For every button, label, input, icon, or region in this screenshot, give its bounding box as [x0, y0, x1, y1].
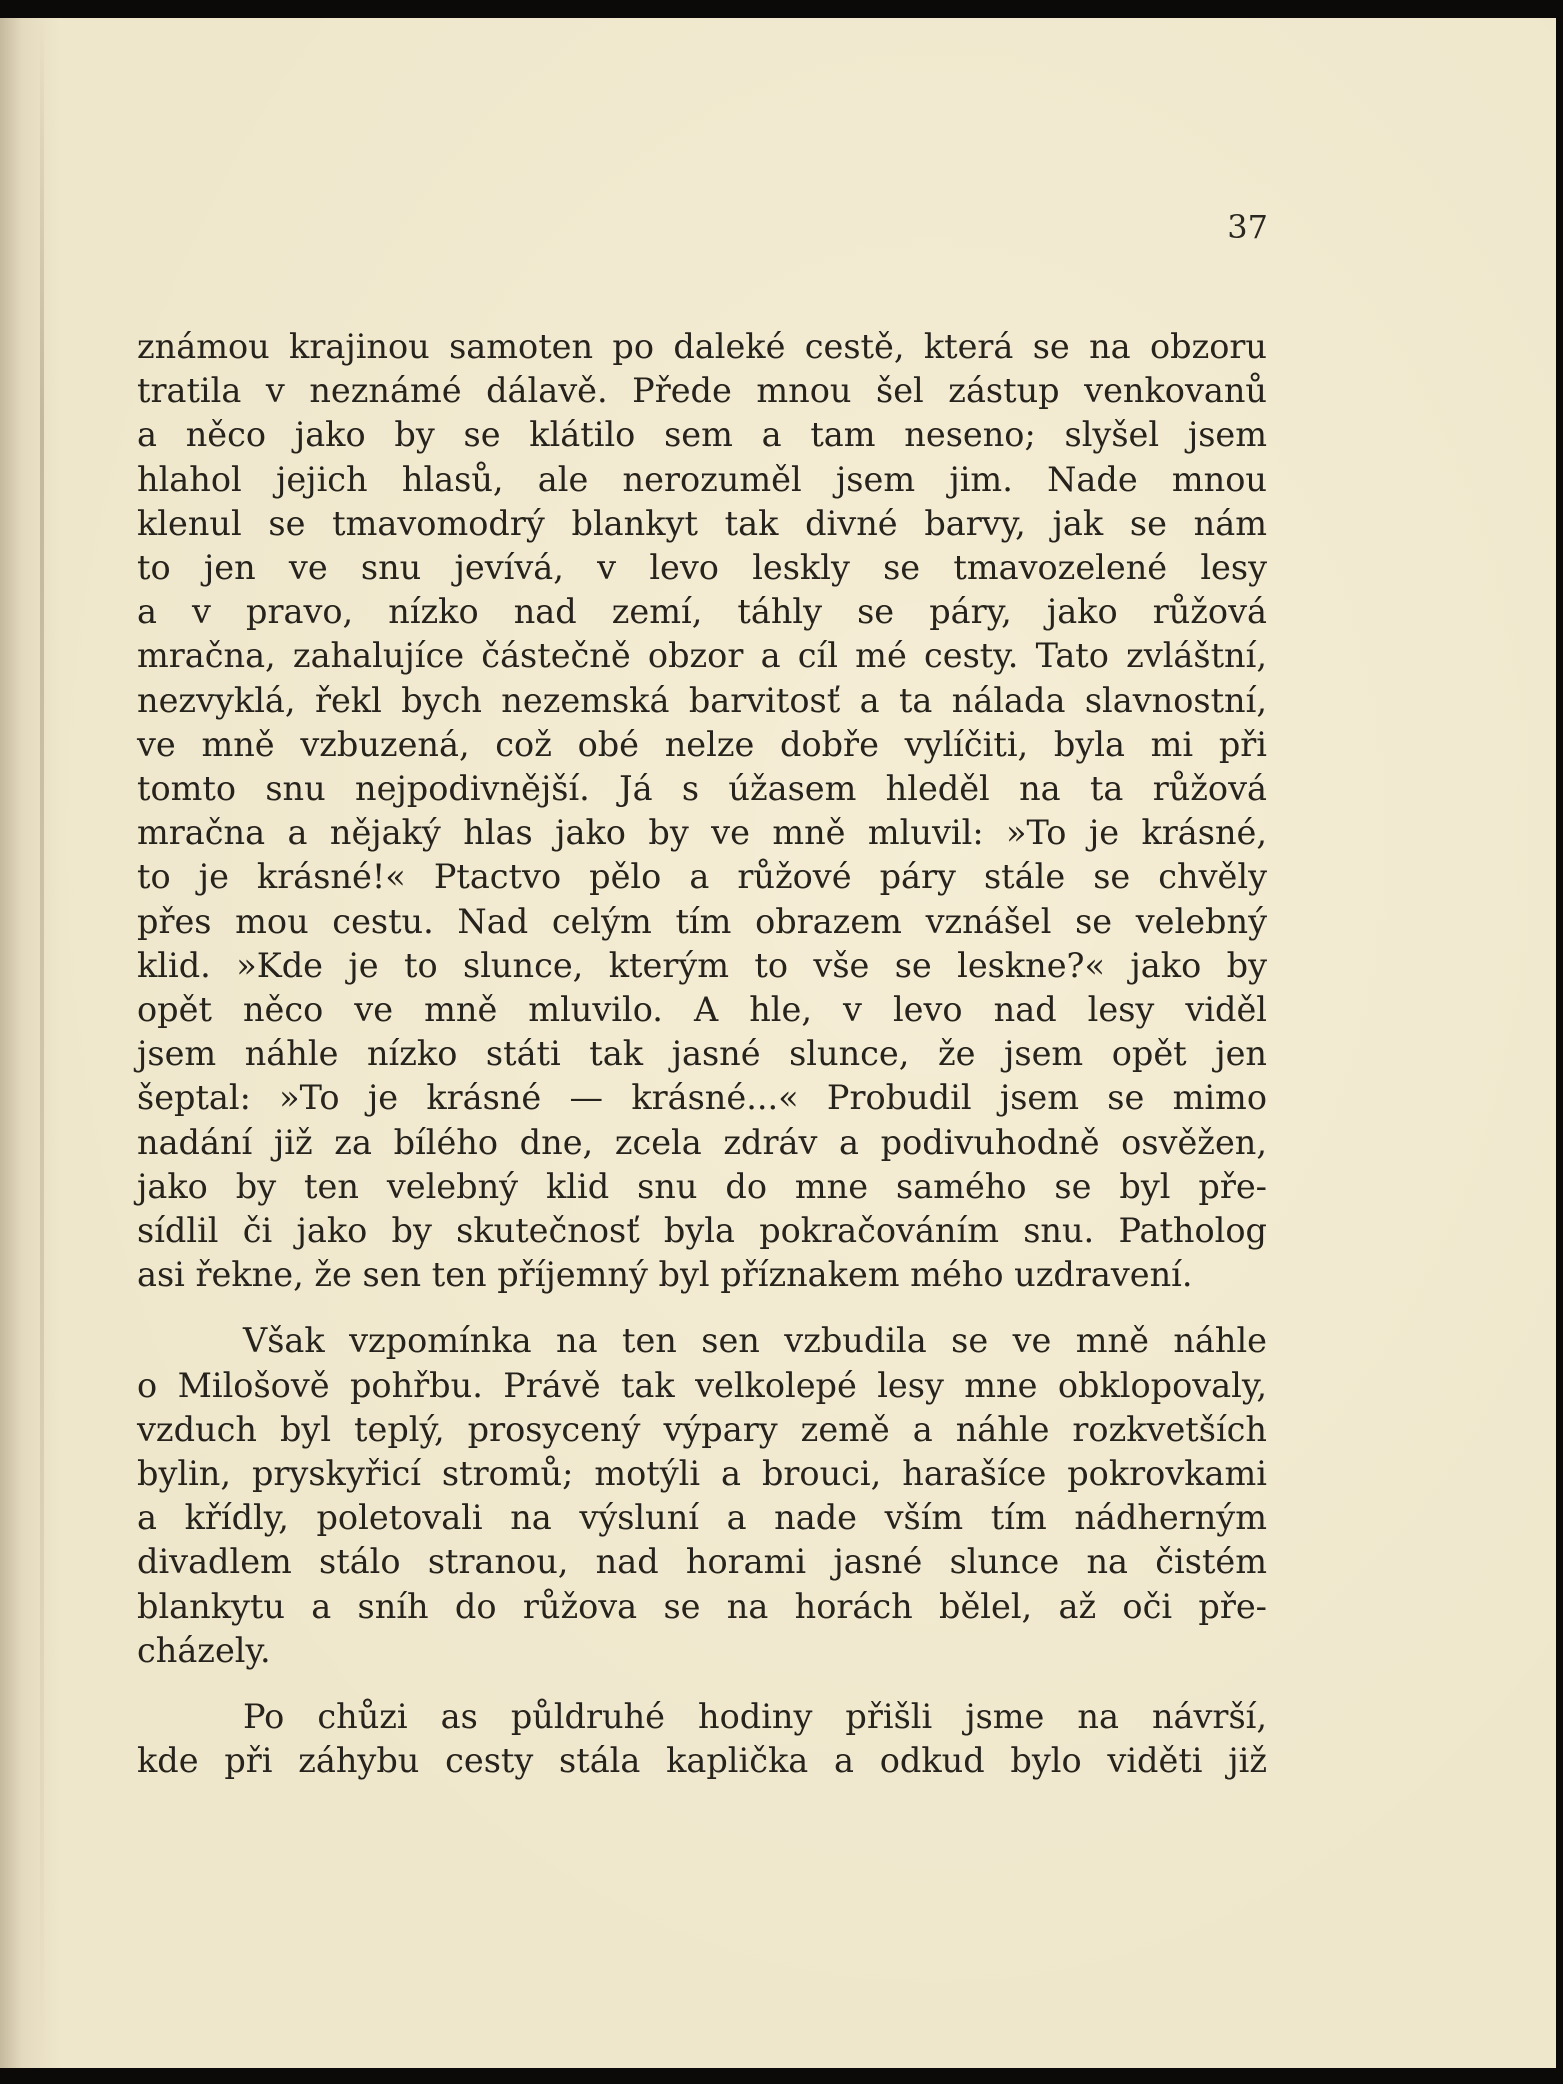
- paragraph-2: [137, 1319, 1267, 1673]
- text-line: jako by ten velebný klid snu do mne samého se byl pře-: [137, 1166, 1267, 1206]
- text-line: sídlil či jako by skutečnosť byla pokračováním snu. Patholog: [137, 1211, 1267, 1251]
- text-line: mračna, zahalujíce částečně obzor a cíl mé cesty. Tato zvláštní,: [137, 636, 1267, 676]
- text-line: kde při záhybu cesty stála kaplička a odkud bylo viděti již: [137, 1741, 1267, 1781]
- paragraph-3: [137, 1695, 1267, 1783]
- text-line: mračna a nějaký hlas jako by ve mně mluvil: »To je krásné,: [137, 813, 1267, 853]
- text-line: o Milošově pohřbu. Právě tak velkolepé lesy mne obklopovaly,: [137, 1365, 1267, 1405]
- text-line: asi řekne, že sen ten příjemný byl příznakem mého uzdravení.: [137, 1255, 1193, 1295]
- text-line: cházely.: [137, 1630, 271, 1670]
- text-line: nezvyklá, řekl bych nezemská barvitosť a ta nálada slavnostní,: [137, 680, 1267, 720]
- text-line: a něco jako by se klátilo sem a tam neseno; slyšel jsem: [137, 415, 1267, 455]
- text-line: a v pravo, nízko nad zemí, táhly se páry, jako růžová: [137, 592, 1267, 632]
- text-line: klenul se tmavomodrý blankyt tak divné barvy, jak se nám: [137, 503, 1267, 543]
- text-line: hlahol jejich hlasů, ale nerozuměl jsem jim. Nade mnou: [137, 459, 1267, 499]
- text-line: tomto snu nejpodivnější. Já s úžasem hleděl na ta růžová: [137, 769, 1267, 809]
- text-line: nadání již za bílého dne, zcela zdráv a podivuhodně osvěžen,: [137, 1122, 1267, 1162]
- text-line: a křídly, poletovali na výsluní a nade vším tím nádherným: [137, 1498, 1267, 1538]
- text-line: jsem náhle nízko státi tak jasné slunce, že jsem opět jen: [137, 1034, 1267, 1074]
- body-text: [137, 325, 1267, 1784]
- text-line: Však vzpomínka na ten sen vzbudila se ve mně náhle: [243, 1321, 1267, 1361]
- text-line: blankytu a sníh do růžova se na horách bělel, až oči pře-: [137, 1586, 1267, 1626]
- text-line: známou krajinou samoten po daleké cestě, která se na obzoru: [137, 327, 1267, 366]
- text-line: Po chůzi as půldruhé hodiny přišli jsme na návrší,: [243, 1697, 1267, 1737]
- paragraph-1: [137, 325, 1267, 1297]
- text-line: to je krásné!« Ptactvo pělo a růžové páry stále se chvěly: [137, 857, 1267, 897]
- text-line: divadlem stálo stranou, nad horami jasné slunce na čistém: [137, 1542, 1267, 1582]
- text-line: tratila v neznámé dálavě. Přede mnou šel zástup venkovanů: [137, 371, 1267, 411]
- text-line: přes mou cestu. Nad celým tím obrazem vznášel se velebný: [137, 901, 1267, 941]
- text-line: bylin, pryskyřicí stromů; motýli a brouci, harašíce pokrovkami: [137, 1454, 1267, 1494]
- text-line: klid. »Kde je to slunce, kterým to vše se leskne?« jako by: [137, 945, 1267, 985]
- book-page: [0, 18, 1556, 2068]
- page-number: 37: [1227, 208, 1268, 246]
- text-line: opět něco ve mně mluvilo. A hle, v levo nad lesy viděl: [137, 990, 1267, 1030]
- page-binding-shadow: [40, 18, 44, 2068]
- text-line: to jen ve snu jevívá, v levo leskly se tmavozelené lesy: [137, 548, 1267, 588]
- text-line: šeptal: »To je krásné — krásné...« Probudil jsem se mimo: [137, 1078, 1267, 1118]
- text-line: ve mně vzbuzená, což obé nelze dobře vylíčiti, byla mi při: [137, 724, 1267, 764]
- text-line: vzduch byl teplý, prosycený výpary země a náhle rozkvetších: [137, 1409, 1267, 1449]
